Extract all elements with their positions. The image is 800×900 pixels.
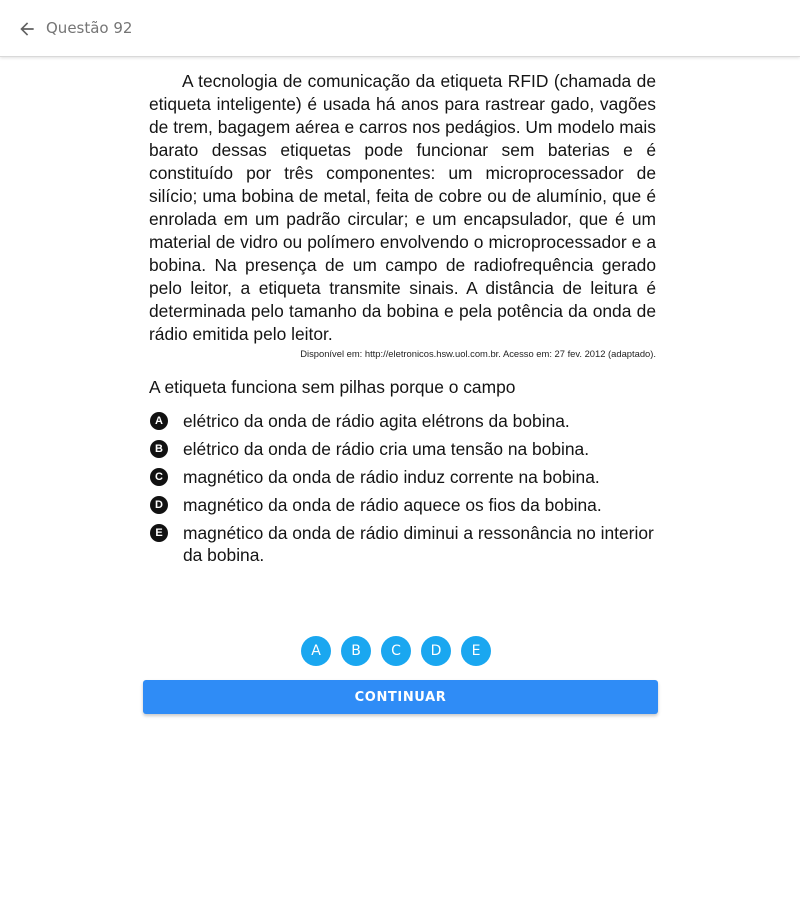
question-passage: A tecnologia de comunicação da etiqueta RFID (chamada de etiqueta inteligente) é usada há anos para rastrear gado, vagões de trem, bagagem aérea e carros nos pedágios. Um modelo mais barato dessas etiquetas pode funcionar sem baterias e é constituído por três componentes: um microprocessador de silício; uma bobina de metal, feita de cobre ou de alumínio, que é enrolada em um padrão circular; e um encapsulador, que é um material de vidro ou polímero envolvendo o microprocessador e a bobina. Na presença de um campo de radiofrequência gerado pelo leitor, a etiqueta transmite sinais. A distância de leitura é determinada pelo tamanho da bobina e pela potência da onda de rádio emitida pelo leitor.	[149, 71, 656, 344]
app-bar	[0, 0, 800, 57]
option-letter-a: A	[150, 412, 168, 430]
answer-button-e[interactable]: E	[461, 636, 491, 666]
answer-button-a[interactable]: A	[301, 636, 331, 666]
continue-button[interactable]: CONTINUAR	[143, 680, 658, 714]
option-e	[149, 522, 656, 566]
option-text-b: elétrico da onda de rádio cria uma tensão na bobina.	[183, 439, 590, 459]
option-letter-e: E	[150, 524, 168, 542]
answer-button-d[interactable]: D	[421, 636, 451, 666]
option-d	[149, 494, 656, 516]
back-button[interactable]	[14, 16, 40, 42]
answer-button-c[interactable]: C	[381, 636, 411, 666]
page-title: Questão 92	[46, 19, 133, 37]
answer-button-b[interactable]: B	[341, 636, 371, 666]
option-text-d: magnético da onda de rádio aquece os fios da bobina.	[183, 495, 602, 515]
option-text-e: magnético da onda de rádio diminui a ressonância no interior da bobina.	[183, 523, 654, 565]
question-content	[149, 70, 656, 572]
options-list	[149, 410, 656, 566]
option-text-a: elétrico da onda de rádio agita elétrons da bobina.	[183, 411, 570, 431]
arrow-left-icon[interactable]	[17, 19, 37, 39]
option-a	[149, 410, 656, 432]
option-letter-d: D	[150, 496, 168, 514]
option-letter-b: B	[150, 440, 168, 458]
passage-source: Disponível em: http://eletronicos.hsw.uol.com.br. Acesso em: 27 fev. 2012 (adaptado).	[300, 348, 656, 359]
option-letter-c: C	[150, 468, 168, 486]
option-text-c: magnético da onda de rádio induz corrente na bobina.	[183, 467, 600, 487]
option-b	[149, 438, 656, 460]
question-prompt: A etiqueta funciona sem pilhas porque o campo	[149, 377, 516, 397]
answer-choices	[301, 636, 501, 666]
option-c	[149, 466, 656, 488]
